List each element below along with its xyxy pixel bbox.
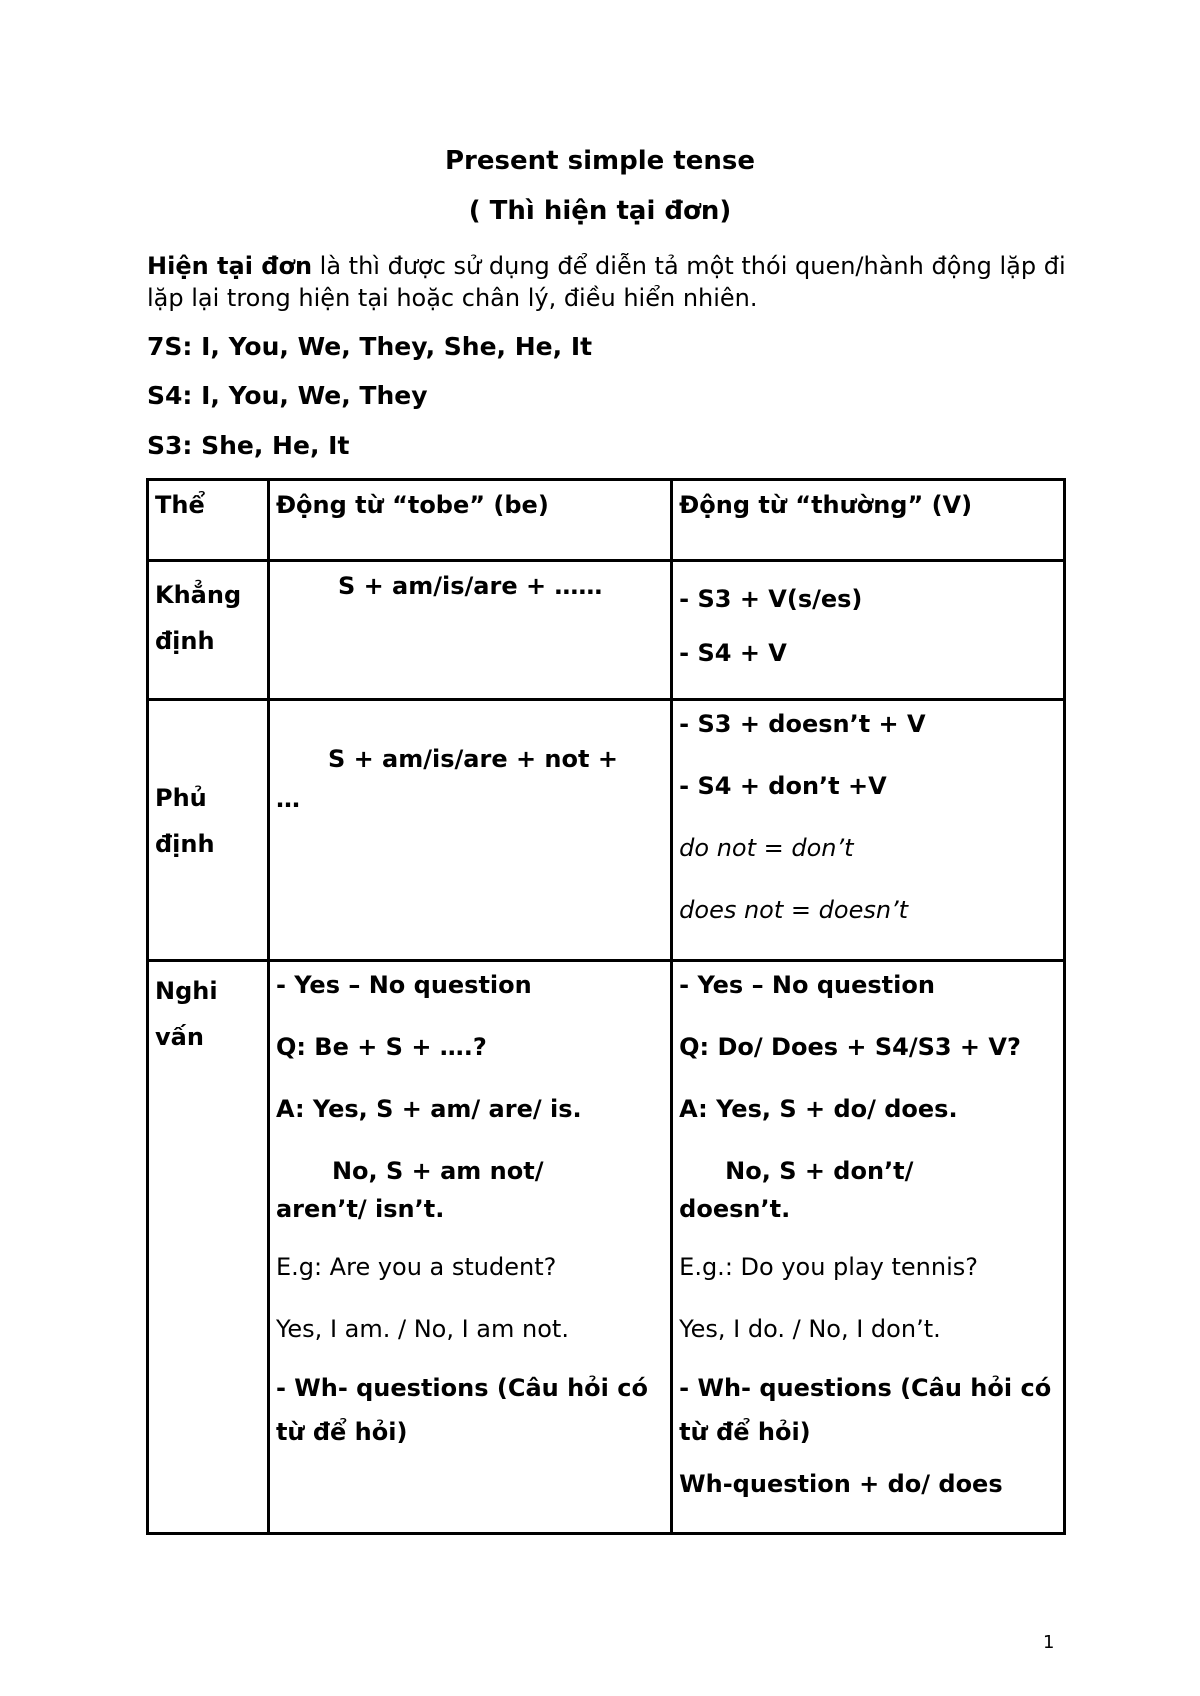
subjects-s3: S3: She, He, It	[147, 431, 350, 460]
intro-text: là thì được sử dụng để diễn tả một thói quen/hành động lặp đi lặp lại trong hiện tại hoặc chân lý, điều hiển nhiên.	[147, 252, 1066, 312]
document-title: Present simple tense	[445, 146, 755, 176]
cell-negative-verb: - S3 + doesn’t + V - S4 + don’t +V do not = don’t does not = doesn’t	[672, 700, 1065, 961]
row-label-affirmative: Khẳng định	[148, 561, 269, 700]
row-label-interrogative: Nghi vấn	[148, 961, 269, 1534]
header-cell-tobe: Động từ “tobe” (be)	[268, 480, 671, 561]
table-row-affirmative	[148, 561, 1065, 700]
grammar-table	[146, 478, 1066, 1535]
document-subtitle: ( Thì hiện tại đơn)	[468, 196, 732, 226]
table-row-negative	[148, 700, 1065, 961]
cell-interrogative-verb: - Yes – No question Q: Do/ Does + S4/S3 + V? A: Yes, S + do/ does. No, S + don’t/ doesn’t. E.g.: Do you play tennis? Yes, I do. / No, I don’t. - Wh- questions (Câu hỏi có từ để hỏi) Wh-question + do/ does	[672, 961, 1065, 1534]
cell-affirmative-tobe: S + am/is/are + ……	[268, 561, 671, 700]
header-cell-verb: Động từ “thường” (V)	[672, 480, 1065, 561]
row-label-negative: Phủ định	[148, 700, 269, 961]
page-number: 1	[1043, 1632, 1055, 1653]
cell-affirmative-verb: - S3 + V(s/es) - S4 + V	[672, 561, 1065, 700]
table-header-row	[148, 480, 1065, 561]
subjects-all: 7S: I, You, We, They, She, He, It	[147, 332, 593, 361]
table-row-interrogative	[148, 961, 1065, 1534]
subjects-s4: S4: I, You, We, They	[147, 381, 428, 410]
intro-paragraph	[147, 250, 1067, 314]
intro-term: Hiện tại đơn	[147, 252, 313, 280]
header-cell-form: Thể	[148, 480, 269, 561]
cell-interrogative-tobe: - Yes – No question Q: Be + S + ….? A: Yes, S + am/ are/ is. No, S + am not/ aren’t/ isn’t. E.g: Are you a student? Yes, I am. / No, I am not. - Wh- questions (Câu hỏi có từ để hỏi)	[268, 961, 671, 1534]
cell-negative-tobe: S + am/is/are + not + …	[268, 700, 671, 961]
